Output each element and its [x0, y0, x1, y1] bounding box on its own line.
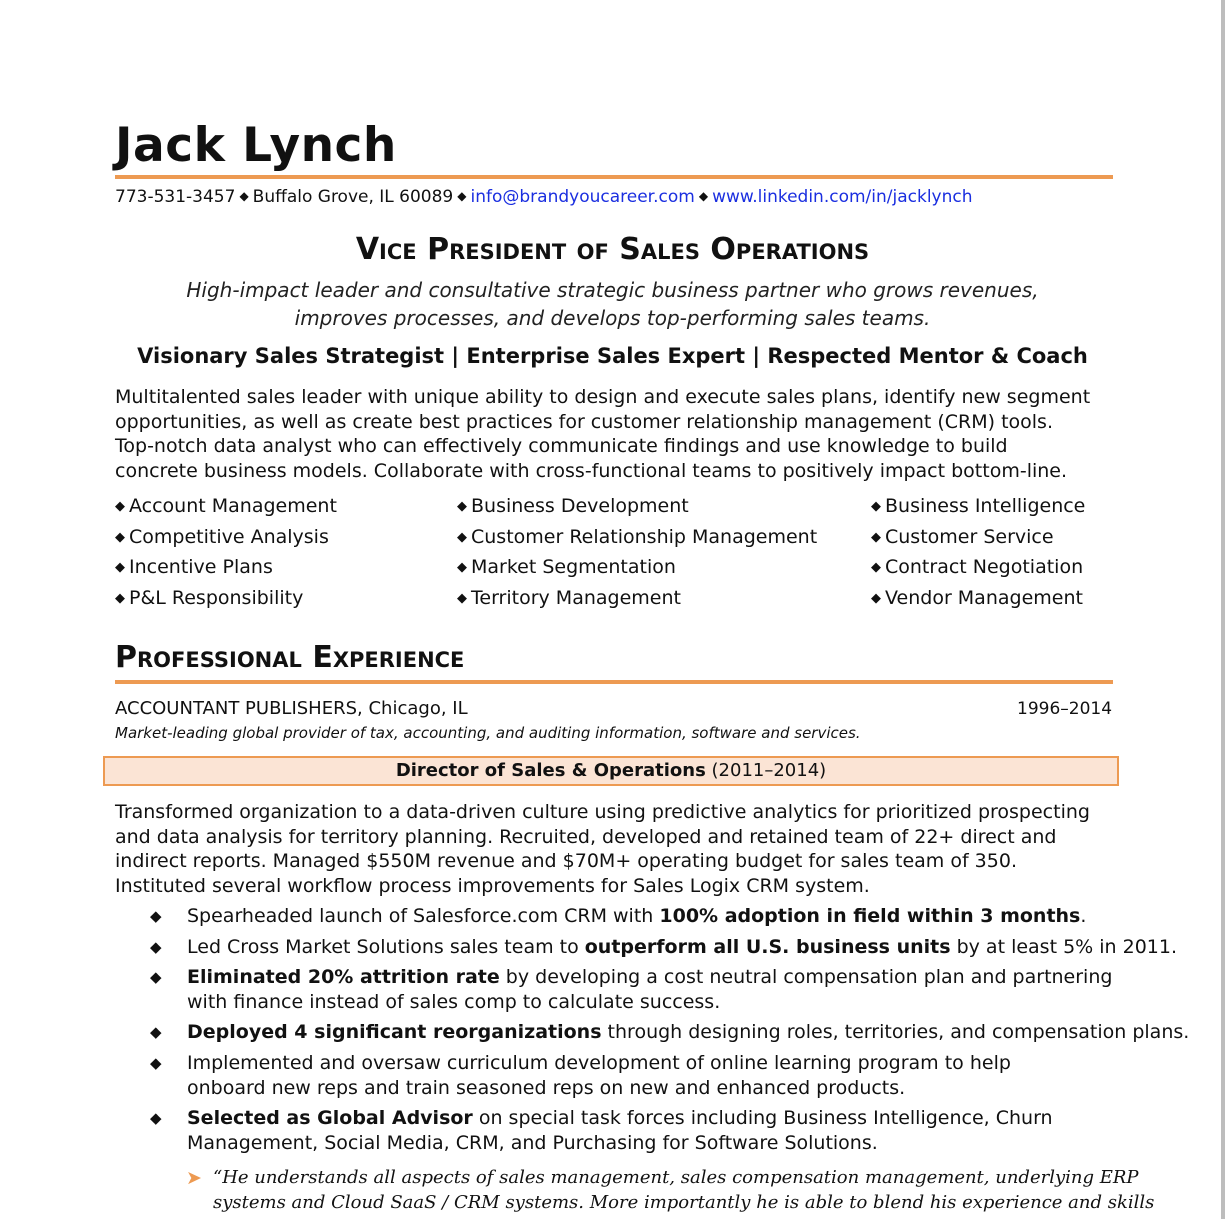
- section-rule: [115, 680, 1113, 684]
- keyword-item: ◆ Customer Relationship Management: [457, 526, 818, 548]
- company-dates: 1996–2014: [1017, 699, 1113, 719]
- summary-line: opportunities, as well as create best practices for customer relationship management (CRM) tools.: [115, 410, 1053, 433]
- diamond-bullet-icon: ◆: [457, 499, 467, 514]
- quote-line: “He understands all aspects of sales management, sales compensation management, underlying ERP: [213, 1167, 1139, 1188]
- separator-icon: ◆: [457, 189, 467, 203]
- diamond-bullet-icon: ◆: [115, 530, 125, 545]
- keyword-item: ◆ Vendor Management: [871, 587, 1083, 609]
- role-summary-line: and data analysis for territory planning. Recruited, developed and retained team of 22+ direct and: [115, 825, 1057, 848]
- company-name: ACCOUNTANT PUBLISHERS,: [115, 698, 363, 719]
- diamond-bullet-icon: ◆: [457, 530, 467, 545]
- arrow-right-icon: ➤: [186, 1167, 202, 1189]
- linkedin-link[interactable]: www.linkedin.com/in/jacklynch: [712, 187, 973, 207]
- tagline-line-1: High-impact leader and consultative strategic business partner who grows revenues,: [186, 278, 1039, 302]
- keyword-item: ◆ Customer Service: [871, 526, 1054, 548]
- candidate-name: Jack Lynch: [115, 118, 397, 173]
- company-line: [115, 698, 468, 719]
- diamond-bullet-icon: ◆: [150, 907, 162, 925]
- role-summary-line: indirect reports. Managed $550M revenue and $70M+ operating budget for sales team of 350.: [115, 850, 1017, 872]
- diamond-bullet-icon: ◆: [150, 1023, 162, 1041]
- diamond-bullet-icon: ◆: [871, 499, 881, 514]
- tagline-line-2: improves processes, and develops top-performing sales teams.: [294, 306, 931, 330]
- resume-page: Jack Lynch 773-531-3457 ◆ Buffalo Grove, IL 60089 ◆ info@brandyoucareer.com ◆ www.linkedin.com/in/jacklynch Vice President of Sales Operations High-impact leader and consultative strategic business partner who grows revenues, improves processes, and develops top-performing sales teams. Visionary Sales Strategist | Enterprise Sales Expert | Respected Mentor & Coach Multitalented sales leader with unique ability to design and execute sales plans, identify new segment opportunities, as well as create best practices for customer relationship management (CRM) tools. Top-notch data analyst who can effectively communicate findings and use knowledge to build concrete business models. Collaborate with cross-functional teams to positively impact bottom-line. ◆ Account Management ◆ Competitive Analysis ◆ Incentive Plans ◆ P&L Responsibility ◆ Business Development ◆ Customer Relationship Management ◆ Market Segmentation ◆ Territory Management ◆ Business Intelligence ◆ Customer Service ◆ Contract Negotiation ◆ Vendor Management Professional Experience ACCOUNTANT PUBLISHERS, Chicago, IL 1996–2014 Market-leading global provider of tax, accounting, and auditing information, software and services. Director of Sales & Operations (2011–2014) Transformed organization to a data-driven culture using predictive analytics for prioritized prospecting and data analysis for territory planning. Recruited, developed and retained team of 22+ direct and indirect reports. Managed $550M revenue and $70M+ operating budget for sales team of 350. Instituted several workflow process improvements for Sales Logix CRM system. ◆ Spearheaded launch of Salesforce.com CRM with 100% adoption in field within 3 months. ◆ Led Cross Market Solutions sales team to outperform all U.S. business units by at least 5% in 2011. ◆ Eliminated 20% attrition rate by developing a cost neutral compensation plan and partnering with finance instead of sales comp to calculate success. ◆ Deployed 4 significant reorganizations through designing roles, territories, and compensation plans. ◆ Implemented and oversaw curriculum development of online learning program to help onboard new reps and train seasoned reps on new and enhanced products. ◆ Selected as Global Advisor on special task forces including Business Intelligence, Churn Management, Social Media, CRM, and Purchasing for Software Solutions. ➤ “He understands all aspects of sales management, sales compensation management, underlying ERP systems and Cloud SaaS / CRM systems. More importantly he is able to blend his experience and skills: [0, 0, 1225, 1219]
- keyword-item: ◆ Contract Negotiation: [871, 556, 1084, 578]
- diamond-bullet-icon: ◆: [871, 560, 881, 575]
- diamond-bullet-icon: ◆: [871, 530, 881, 545]
- role-summary-line: Instituted several workflow process improvements for Sales Logix CRM system.: [115, 874, 870, 897]
- quote-line: systems and Cloud SaaS / CRM systems. More importantly he is able to blend his experience and skills: [213, 1192, 1155, 1213]
- profile-summary: [115, 385, 1090, 483]
- role-title: Director of Sales & Operations: [395, 760, 706, 781]
- keyword-item: ◆ P&L Responsibility: [115, 587, 304, 609]
- diamond-bullet-icon: ◆: [457, 560, 467, 575]
- page-edge: [1221, 0, 1225, 1219]
- diamond-bullet-icon: ◆: [150, 968, 162, 986]
- keyword-item: ◆ Account Management: [115, 495, 337, 517]
- role-summary-line: Transformed organization to a data-driven culture using predictive analytics for prioritized prospecting: [115, 801, 1090, 823]
- section-heading-experience: Professional Experience: [115, 640, 465, 675]
- role-dates: (2011–2014): [711, 760, 827, 781]
- keyword-item: ◆ Competitive Analysis: [115, 526, 329, 548]
- summary-line: Top-notch data analyst who can effectively communicate findings and use knowledge to build: [115, 435, 1008, 457]
- phone: 773-531-3457: [115, 187, 236, 207]
- keyword-item: ◆ Incentive Plans: [115, 556, 273, 578]
- diamond-bullet-icon: ◆: [115, 560, 125, 575]
- keyword-item: ◆ Market Segmentation: [457, 556, 676, 578]
- company-location: Chicago, IL: [368, 698, 468, 719]
- summary-line: Multitalented sales leader with unique ability to design and execute sales plans, identify new segment: [115, 386, 1091, 408]
- branding-headline: Visionary Sales Strategist | Enterprise Sales Expert | Respected Mentor & Coach: [137, 344, 1088, 368]
- diamond-bullet-icon: ◆: [150, 938, 162, 956]
- diamond-bullet-icon: ◆: [115, 499, 125, 514]
- role-summary: [115, 800, 1090, 898]
- diamond-bullet-icon: ◆: [457, 591, 467, 606]
- separator-icon: ◆: [239, 189, 249, 203]
- keyword-item: ◆ Business Intelligence: [871, 495, 1086, 517]
- diamond-bullet-icon: ◆: [150, 1109, 162, 1127]
- company-description: Market-leading global provider of tax, accounting, and auditing information, software and services.: [115, 724, 861, 742]
- summary-line: concrete business models. Collaborate with cross-functional teams to positively impact bottom-line.: [115, 459, 1068, 482]
- target-title: Vice President of Sales Operations: [355, 232, 870, 267]
- role-title-box: [103, 756, 1119, 786]
- header-rule: [115, 175, 1113, 179]
- diamond-bullet-icon: ◆: [871, 591, 881, 606]
- separator-icon: ◆: [698, 189, 709, 203]
- email-link[interactable]: info@brandyoucareer.com: [470, 187, 695, 207]
- keyword-item: ◆ Business Development: [457, 495, 689, 517]
- location: Buffalo Grove, IL 60089: [252, 187, 454, 207]
- diamond-bullet-icon: ◆: [150, 1054, 162, 1072]
- contact-line: [115, 187, 973, 207]
- diamond-bullet-icon: ◆: [115, 591, 125, 606]
- keyword-item: ◆ Territory Management: [457, 587, 681, 609]
